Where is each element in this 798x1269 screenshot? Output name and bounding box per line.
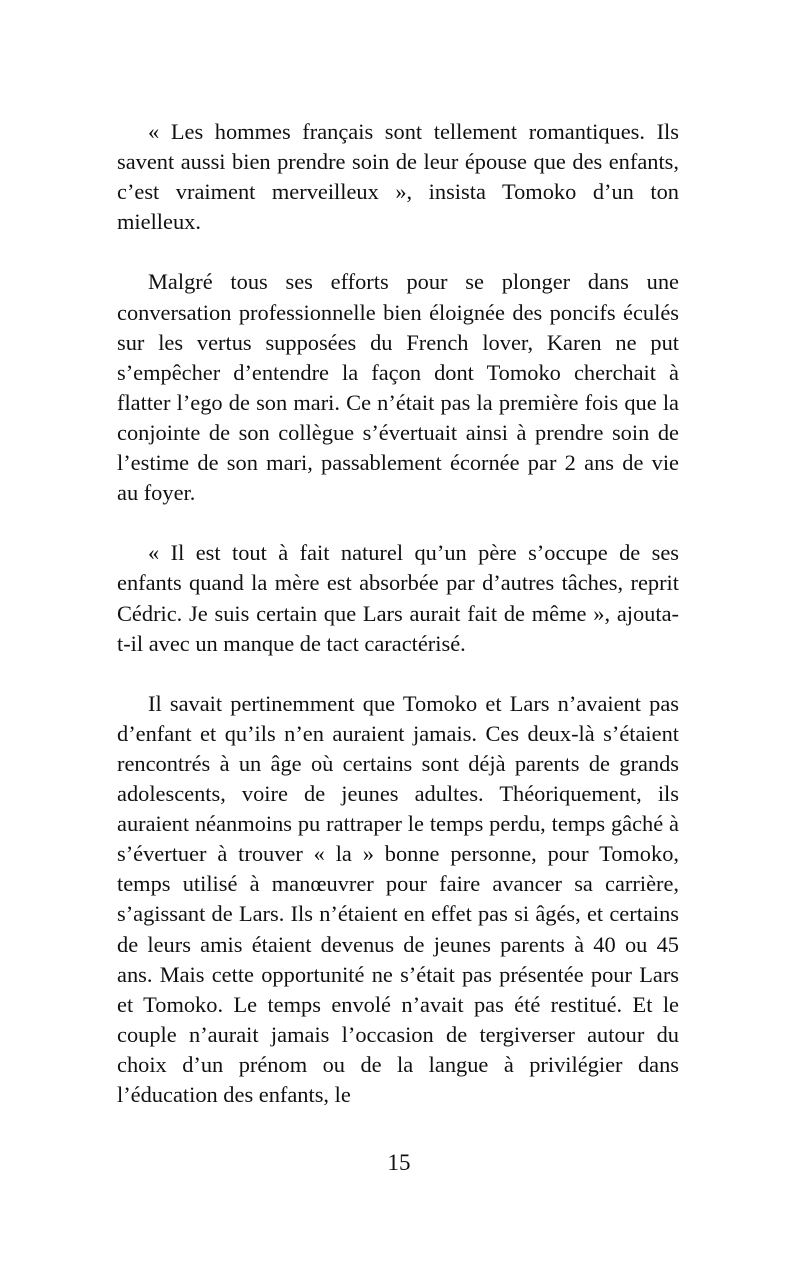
paragraph-2: Malgré tous ses efforts pour se plonger dans une conversation professionnelle bien éloignée des poncifs éculés sur les vertus supposées du French lover, Karen ne put s’empêcher d’entendre la façon dont Tomoko cherchait à flatter l’ego de son mari. Ce n’était pas la première fois que la conjointe de son collègue s’évertuait ainsi à prendre soin de l’estime de son mari, passablement écornée par 2 ans de vie au foyer. — [117, 269, 679, 506]
body-text — [117, 117, 679, 1110]
paragraph-1: « Les hommes français sont tellement romantiques. Ils savent aussi bien prendre soin de leur épouse que des enfants, c’est vraiment merveilleux », insista Tomoko d’un ton mielleux. — [117, 119, 679, 235]
paragraph-4: Il savait pertinemment que Tomoko et Lars n’avaient pas d’enfant et qu’ils n’en auraient jamais. Ces deux-là s’étaient rencontrés à un âge où certains sont déjà parents de grands adolescents, voire de jeunes adultes. Théoriquement, ils auraient néanmoins pu rattraper le temps perdu, temps gâché à s’évertuer à trouver « la » bonne personne, pour Tomoko, temps utilisé à manœuvrer pour faire avancer sa carrière, s’agissant de Lars. Ils n’étaient en effet pas si âgés, et certains de leurs amis étaient devenus de jeunes parents à 40 ou 45 ans. Mais cette opportunité ne s’était pas présentée pour Lars et Tomoko. Le temps envolé n’avait pas été restitué. Et le couple n’aurait jamais l’occasion de tergiverser autour du choix d’un prénom ou de la langue à privilégier dans l’éducation des enfants, le — [117, 690, 679, 1107]
paragraph-3: « Il est tout à fait naturel qu’un père s’occupe de ses enfants quand la mère est absorbée par d’autres tâches, reprit Cédric. Je suis certain que Lars aurait fait de même », ajouta-t-il avec un manque de tact caractérisé. — [117, 540, 679, 656]
page-number: 15 — [387, 1150, 411, 1175]
